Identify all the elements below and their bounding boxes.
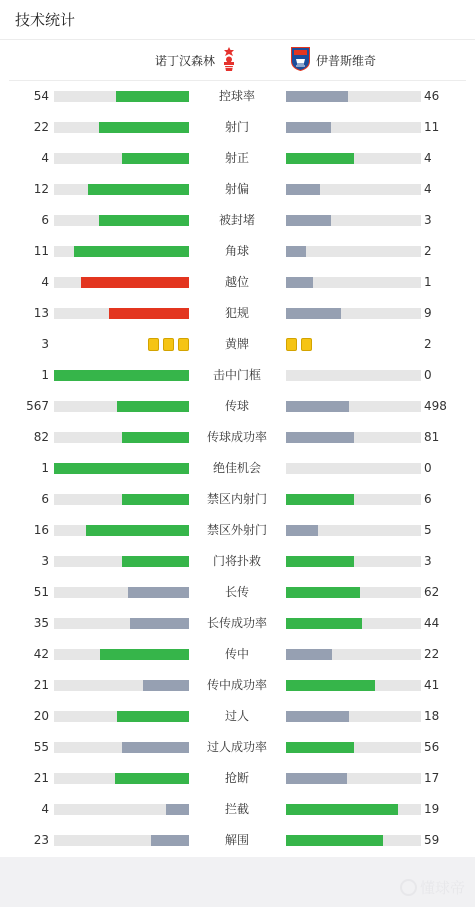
away-bar-fill xyxy=(286,587,360,598)
away-value: 0 xyxy=(424,368,432,382)
away-bar-track xyxy=(286,401,421,412)
away-bar-track xyxy=(286,680,421,691)
home-value: 6 xyxy=(41,213,49,227)
away-bar-fill xyxy=(286,711,349,722)
away-value: 41 xyxy=(424,678,440,692)
home-bar-track xyxy=(54,711,189,722)
home-value: 35 xyxy=(33,616,49,630)
home-bar-track xyxy=(54,215,189,226)
away-bar-track xyxy=(286,649,421,660)
stat-row xyxy=(0,298,475,329)
home-bar-track xyxy=(54,370,189,381)
home-team-name: 诺丁汉森林 xyxy=(154,53,215,68)
home-bar-fill xyxy=(116,91,189,102)
home-value: 54 xyxy=(33,89,49,103)
stat-row xyxy=(0,143,475,174)
away-value: 11 xyxy=(424,120,440,134)
home-value: 13 xyxy=(33,306,49,320)
stat-label: 禁区外射门 xyxy=(206,523,267,537)
away-bar-fill xyxy=(286,804,398,815)
stat-row xyxy=(0,608,475,639)
home-bar-fill xyxy=(115,773,189,784)
away-value: 19 xyxy=(424,802,440,816)
home-bar-fill xyxy=(122,742,190,753)
home-bar-fill xyxy=(88,184,189,195)
away-bar-fill xyxy=(286,122,331,133)
stat-label: 过人成功率 xyxy=(206,740,267,754)
home-value: 4 xyxy=(41,151,49,165)
stat-row xyxy=(0,763,475,794)
away-bar-fill xyxy=(286,184,320,195)
away-bar-fill xyxy=(286,277,313,288)
away-bar-track xyxy=(286,618,421,629)
home-value: 3 xyxy=(41,337,49,351)
stat-row xyxy=(0,732,475,763)
stat-row xyxy=(0,546,475,577)
yellow-card-icon xyxy=(163,338,174,351)
stat-label: 长传 xyxy=(224,585,249,599)
home-value: 20 xyxy=(33,709,49,723)
away-value: 56 xyxy=(424,740,440,754)
home-bar-track xyxy=(54,618,189,629)
away-bar-track xyxy=(286,494,421,505)
stat-row xyxy=(0,825,475,856)
away-value: 498 xyxy=(424,399,447,413)
home-bar-fill xyxy=(54,370,189,381)
home-value: 21 xyxy=(33,771,49,785)
home-bar-track xyxy=(54,122,189,133)
stat-row xyxy=(0,670,475,701)
away-bar-track xyxy=(286,742,421,753)
away-bar-fill xyxy=(286,246,306,257)
away-bar-fill xyxy=(286,215,331,226)
away-bar-track xyxy=(286,370,421,381)
stat-label: 拦截 xyxy=(224,802,249,816)
away-value: 59 xyxy=(424,833,440,847)
home-bar-fill xyxy=(81,277,189,288)
away-value: 2 xyxy=(424,337,432,351)
stat-label: 传中成功率 xyxy=(206,678,267,692)
yellow-card-icon xyxy=(301,338,312,351)
teams-header xyxy=(9,40,466,81)
home-bar-fill xyxy=(122,556,190,567)
away-value: 0 xyxy=(424,461,432,475)
stat-row xyxy=(0,81,475,112)
home-value: 55 xyxy=(33,740,49,754)
home-bar-track xyxy=(54,308,189,319)
stat-label: 击中门框 xyxy=(212,368,261,382)
away-bar-fill xyxy=(286,91,348,102)
home-bar-track xyxy=(54,246,189,257)
away-value: 22 xyxy=(424,647,440,661)
home-bar-track xyxy=(54,184,189,195)
stat-label: 抢断 xyxy=(224,771,249,785)
away-bar-track xyxy=(286,432,421,443)
home-bar-track xyxy=(54,432,189,443)
away-cards xyxy=(286,338,312,351)
away-bar-track xyxy=(286,91,421,102)
away-bar-track xyxy=(286,463,421,474)
away-bar-fill xyxy=(286,494,354,505)
stat-row xyxy=(0,453,475,484)
home-bar-fill xyxy=(109,308,189,319)
stat-row xyxy=(0,577,475,608)
stat-label: 过人 xyxy=(224,709,249,723)
stat-row xyxy=(0,360,475,391)
stat-label: 角球 xyxy=(224,244,249,258)
stat-label: 门将扑救 xyxy=(212,554,261,568)
away-value: 62 xyxy=(424,585,440,599)
away-bar-track xyxy=(286,215,421,226)
home-value: 82 xyxy=(33,430,49,444)
stat-label: 黄牌 xyxy=(224,337,249,351)
home-value: 567 xyxy=(26,399,49,413)
home-bar-fill xyxy=(74,246,189,257)
yellow-card-icon xyxy=(148,338,159,351)
away-bar-fill xyxy=(286,308,341,319)
stat-row xyxy=(0,639,475,670)
home-value: 12 xyxy=(33,182,49,196)
away-bar-fill xyxy=(286,742,354,753)
away-value: 17 xyxy=(424,771,440,785)
home-bar-track xyxy=(54,91,189,102)
stat-label: 禁区内射门 xyxy=(206,492,267,506)
home-value: 23 xyxy=(33,833,49,847)
home-bar-fill xyxy=(100,649,189,660)
away-bar-fill xyxy=(286,618,362,629)
home-value: 51 xyxy=(33,585,49,599)
away-value: 9 xyxy=(424,306,432,320)
stat-row xyxy=(0,701,475,732)
home-bar-track xyxy=(54,401,189,412)
stat-row xyxy=(0,391,475,422)
home-bar-fill xyxy=(166,804,189,815)
home-bar-fill xyxy=(122,494,190,505)
away-bar-track xyxy=(286,277,421,288)
away-bar-fill xyxy=(286,153,354,164)
header xyxy=(0,0,475,40)
away-bar-track xyxy=(286,184,421,195)
watermark-icon xyxy=(400,879,417,896)
stat-row xyxy=(0,267,475,298)
stat-label: 传中 xyxy=(224,647,249,661)
stat-label: 射偏 xyxy=(224,182,249,196)
home-value: 1 xyxy=(41,368,49,382)
home-bar-fill xyxy=(99,122,189,133)
away-bar-track xyxy=(286,587,421,598)
home-bar-fill xyxy=(130,618,189,629)
home-bar-track xyxy=(54,587,189,598)
away-team[interactable] xyxy=(291,40,376,80)
away-value: 5 xyxy=(424,523,432,537)
away-value: 2 xyxy=(424,244,432,258)
stat-row xyxy=(0,112,475,143)
stat-row xyxy=(0,205,475,236)
stat-row xyxy=(0,794,475,825)
stat-row xyxy=(0,515,475,546)
home-value: 4 xyxy=(41,802,49,816)
away-team-name: 伊普斯维奇 xyxy=(316,53,377,68)
away-value: 46 xyxy=(424,89,440,103)
home-bar-track xyxy=(54,742,189,753)
away-bar-track xyxy=(286,835,421,846)
home-cards xyxy=(148,338,189,351)
stat-row xyxy=(0,174,475,205)
away-value: 44 xyxy=(424,616,440,630)
home-bar-fill xyxy=(54,463,189,474)
away-bar-fill xyxy=(286,773,347,784)
home-bar-fill xyxy=(143,680,189,691)
away-value: 3 xyxy=(424,554,432,568)
yellow-card-icon xyxy=(178,338,189,351)
away-bar-fill xyxy=(286,680,375,691)
away-bar-fill xyxy=(286,556,354,567)
home-value: 22 xyxy=(33,120,49,134)
home-team-crest-icon xyxy=(222,47,236,74)
page-title: 技术统计 xyxy=(15,11,76,29)
watermark-text: 懂球帝 xyxy=(419,879,465,897)
away-bar-fill xyxy=(286,432,354,443)
away-bar-track xyxy=(286,525,421,536)
away-bar-track xyxy=(286,773,421,784)
home-bar-track xyxy=(54,463,189,474)
stat-label: 犯规 xyxy=(224,306,249,320)
home-bar-track xyxy=(54,153,189,164)
away-value: 6 xyxy=(424,492,432,506)
home-bar-fill xyxy=(128,587,189,598)
stat-label: 解围 xyxy=(224,833,249,847)
home-bar-track xyxy=(54,773,189,784)
home-bar-track xyxy=(54,277,189,288)
home-value: 1 xyxy=(41,461,49,475)
stat-row xyxy=(0,422,475,453)
stat-label: 被封堵 xyxy=(218,213,255,227)
stat-label: 控球率 xyxy=(218,89,255,103)
away-bar-fill xyxy=(286,835,383,846)
away-bar-fill xyxy=(286,649,332,660)
home-bar-track xyxy=(54,804,189,815)
home-bar-track xyxy=(54,494,189,505)
away-value: 1 xyxy=(424,275,432,289)
home-value: 4 xyxy=(41,275,49,289)
home-bar-track xyxy=(54,649,189,660)
home-bar-track xyxy=(54,680,189,691)
home-bar-fill xyxy=(122,432,190,443)
away-bar-track xyxy=(286,804,421,815)
away-value: 4 xyxy=(424,182,432,196)
home-bar-fill xyxy=(122,153,190,164)
away-bar-track xyxy=(286,153,421,164)
home-value: 11 xyxy=(33,244,49,258)
away-value: 18 xyxy=(424,709,440,723)
away-bar-track xyxy=(286,556,421,567)
home-value: 42 xyxy=(33,647,49,661)
home-bar-fill xyxy=(86,525,189,536)
stat-label: 射正 xyxy=(224,151,249,165)
away-value: 81 xyxy=(424,430,440,444)
home-value: 21 xyxy=(33,678,49,692)
home-value: 3 xyxy=(41,554,49,568)
home-bar-fill xyxy=(117,711,189,722)
away-bar-track xyxy=(286,711,421,722)
home-bar-track xyxy=(54,525,189,536)
away-bar-track xyxy=(286,246,421,257)
home-bar-fill xyxy=(99,215,189,226)
away-team-crest-icon xyxy=(291,47,310,74)
yellow-card-icon xyxy=(286,338,297,351)
stat-label: 越位 xyxy=(224,275,249,289)
home-value: 6 xyxy=(41,492,49,506)
stat-label: 传球 xyxy=(224,399,249,413)
stat-label: 传球成功率 xyxy=(206,430,267,444)
stat-label: 长传成功率 xyxy=(206,616,267,630)
footer xyxy=(0,857,475,907)
stat-row xyxy=(0,484,475,515)
stats-list xyxy=(0,81,475,856)
away-bar-track xyxy=(286,308,421,319)
home-bar-fill xyxy=(151,835,189,846)
away-bar-fill xyxy=(286,525,318,536)
home-value: 16 xyxy=(33,523,49,537)
away-value: 4 xyxy=(424,151,432,165)
stat-label: 绝佳机会 xyxy=(212,461,261,475)
home-bar-track xyxy=(54,835,189,846)
away-bar-track xyxy=(286,122,421,133)
watermark xyxy=(400,877,465,898)
home-bar-fill xyxy=(117,401,189,412)
home-team[interactable] xyxy=(155,40,236,80)
home-bar-track xyxy=(54,556,189,567)
away-value: 3 xyxy=(424,213,432,227)
stat-label: 射门 xyxy=(224,120,249,134)
away-bar-fill xyxy=(286,401,349,412)
stat-row xyxy=(0,329,475,360)
stat-row xyxy=(0,236,475,267)
